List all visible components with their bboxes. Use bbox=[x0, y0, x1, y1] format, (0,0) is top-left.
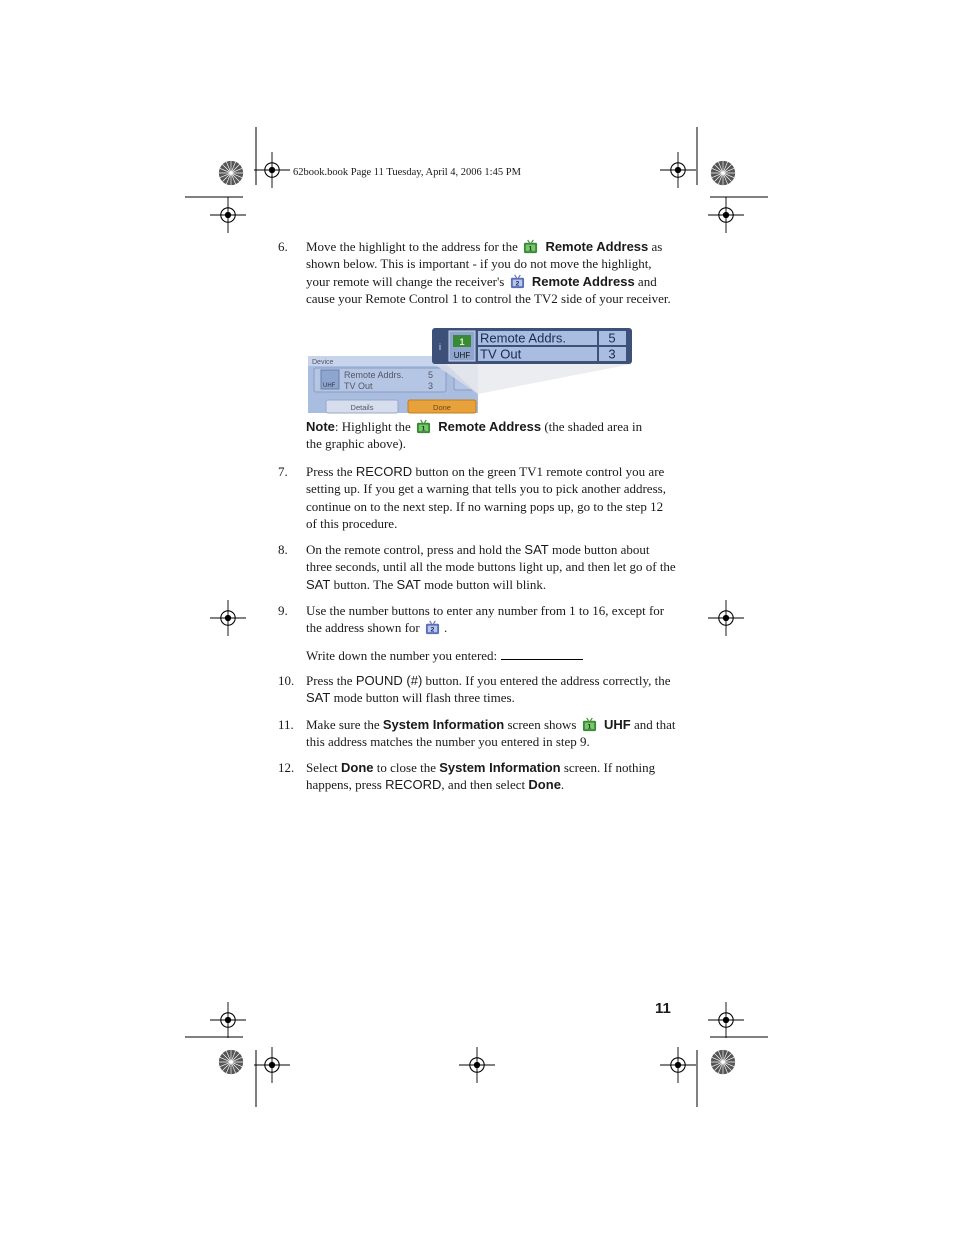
registration-mark-icon bbox=[660, 152, 696, 188]
registration-mark-icon bbox=[660, 1047, 696, 1083]
zoom-val-2: 3 bbox=[608, 346, 616, 362]
zoom-val-1: 5 bbox=[608, 330, 616, 346]
registration-mark-icon bbox=[459, 1047, 495, 1083]
tv2-icon bbox=[425, 620, 440, 635]
small-row-2: TV Out bbox=[344, 381, 373, 391]
registration-mark-icon bbox=[210, 600, 246, 636]
registration-mark-icon bbox=[708, 1002, 744, 1038]
graphic-svg bbox=[306, 326, 636, 414]
note: Note: Highlight the Remote Address (the shaded area in the graphic above). bbox=[306, 419, 643, 452]
small-val-1: 5 bbox=[428, 370, 434, 380]
starburst-target-icon bbox=[709, 1048, 737, 1076]
remote-address-graphic bbox=[306, 326, 636, 414]
step-8: 8. On the remote control, press and hold the SAT mode button about three seconds, until all the mode buttons light up, and then let go of the SAT button. The SAT mode button will blink. bbox=[278, 542, 676, 592]
done-button-label: Done bbox=[433, 403, 451, 412]
zoom-info-icon: i bbox=[439, 342, 441, 352]
zoom-badge-text: UHF bbox=[453, 351, 471, 360]
zoom-beam-lower bbox=[446, 364, 632, 394]
details-button-label: Details bbox=[350, 403, 374, 412]
small-screen-header: Device bbox=[312, 359, 334, 366]
registration-mark-icon bbox=[254, 152, 290, 188]
page-header: 62book.book Page 11 Tuesday, April 4, 2006 1:45 PM bbox=[293, 167, 521, 178]
registration-mark-icon bbox=[254, 1047, 290, 1083]
step-12: 12. Select Done to close the System Information screen. If nothing happens, press RECORD, and then select Done. bbox=[278, 760, 656, 793]
tv1-icon bbox=[523, 239, 538, 254]
small-badge-text: UHF bbox=[323, 383, 336, 389]
starburst-target-icon bbox=[709, 159, 737, 187]
page-number: 11 bbox=[655, 1000, 671, 1017]
tv2-icon bbox=[510, 274, 525, 289]
step-6-text: Move the highlight to the address for the Remote Address as shown below. This is important - if you do not move the highlight, your remote will change the receiver's Remote Address and cause your Remote Control 1 to control the TV2 side of your receiver. bbox=[306, 239, 671, 307]
registration-mark-icon bbox=[708, 197, 744, 233]
step-10: 10. Press the POUND (#) button. If you entered the address correctly, the SAT mode button will flash three times. bbox=[278, 673, 671, 706]
registration-mark-icon bbox=[708, 600, 744, 636]
starburst-target-icon bbox=[217, 1048, 245, 1076]
zoom-row-2: TV Out bbox=[480, 346, 522, 362]
step-9: 9. Use the number buttons to enter any number from 1 to 16, except for the address shown for . Write down the number you entered: bbox=[278, 602, 678, 667]
tv1-icon bbox=[582, 717, 597, 732]
starburst-target-icon bbox=[217, 159, 245, 187]
registration-mark-icon bbox=[210, 197, 246, 233]
step-7: 7. Press the RECORD button on the green TV1 remote control you are setting up. If you get a warning that tells you to pick another address, continue on to the next step. If no warning pops up, go to the step 12 of this procedure. bbox=[278, 464, 666, 532]
zoom-row-1: Remote Addrs. bbox=[480, 330, 566, 346]
write-down-line: Write down the number you entered: bbox=[306, 647, 676, 664]
small-row-1: Remote Addrs. bbox=[344, 370, 404, 380]
step-6: 6. Move the highlight to the address for the Remote Address as shown below. This is important - if you do not move the highlight, your remote will change the receiver's Remote Address and cause your Remote Control 1 to control the TV2 side of your receiver. bbox=[278, 238, 678, 328]
number-blank bbox=[501, 648, 583, 660]
tv1-icon bbox=[416, 419, 431, 434]
small-val-2: 3 bbox=[428, 381, 434, 391]
zoom-badge-num: 1 bbox=[459, 337, 465, 347]
step-11: 11. Make sure the System Information screen shows UHF and that this address matches the number you entered in step 9. bbox=[278, 717, 676, 750]
registration-mark-icon bbox=[210, 1002, 246, 1038]
